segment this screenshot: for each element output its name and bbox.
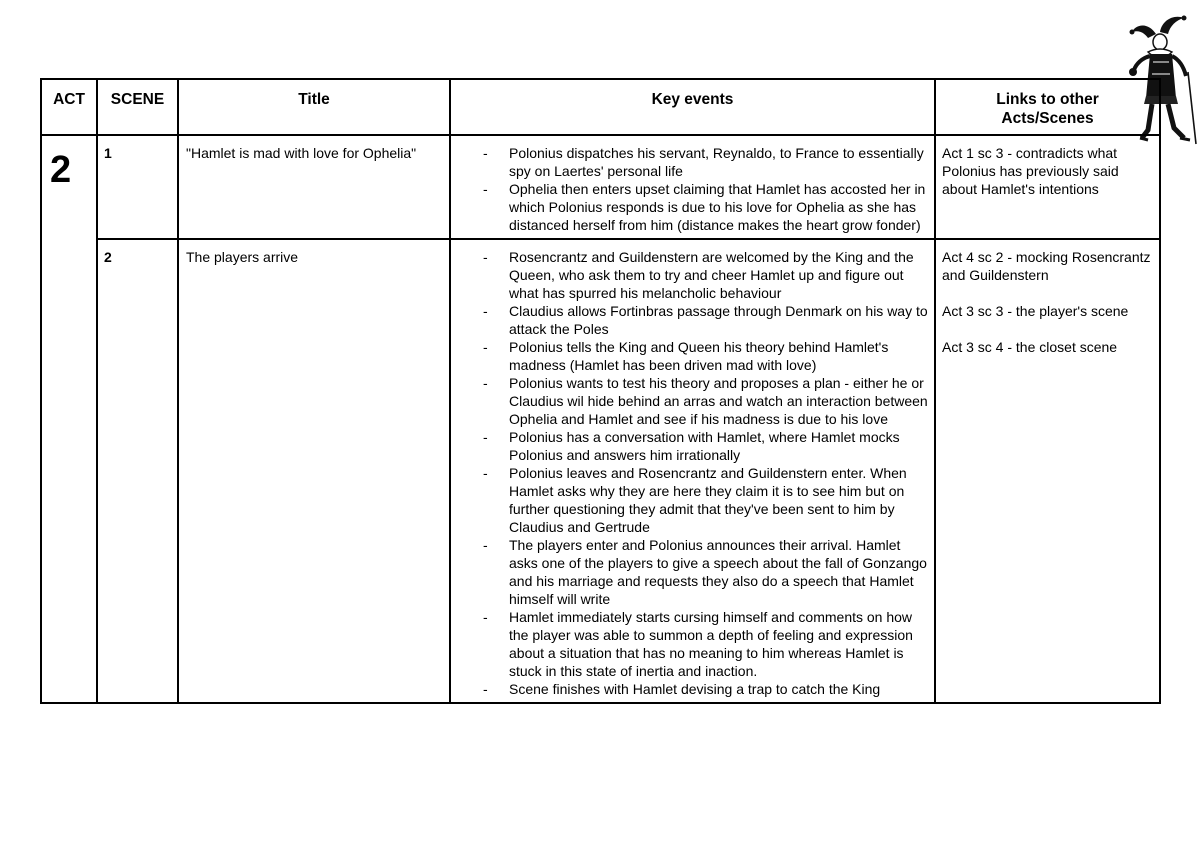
- key-events-cell: [450, 135, 935, 239]
- key-events-cell: [450, 239, 935, 703]
- link-item: Act 4 sc 2 - mocking Rosencrantz and Guildenstern: [942, 249, 1151, 283]
- table-row: [41, 239, 1160, 703]
- scene-title: The players arrive: [178, 239, 450, 703]
- key-events-list: [451, 248, 928, 698]
- key-event-item: - Hamlet immediately starts cursing himself and comments on how the player was able to summon a depth of feeling and expression about a situation that has no meaning to him whereas Hamlet is stuck in this state of inertia and inaction.: [451, 608, 928, 680]
- key-event-item: - Ophelia then enters upset claiming that Hamlet has accosted her in which Polonius responds is due to his love for Ophelia as she has distanced herself from him (distance makes the heart grow fonder): [451, 180, 928, 234]
- key-events-list: [451, 144, 928, 234]
- link-item: Act 1 sc 3 - contradicts what Polonius has previously said about Hamlet's intentions: [942, 145, 1119, 197]
- link-item: Act 3 sc 3 - the player's scene: [942, 303, 1129, 319]
- act-column-header: ACT: [41, 79, 97, 135]
- key-event-item: - Polonius has a conversation with Hamlet, where Hamlet mocks Polonius and answers him irrationally: [451, 428, 928, 464]
- table-row: [41, 135, 1160, 239]
- scene-number: 2: [97, 239, 178, 703]
- key-event-item: - The players enter and Polonius announces their arrival. Hamlet asks one of the players to give a speech about the fall of Gonzango and his marriage and requests they also do a speech that Hamlet himself will write: [451, 536, 928, 608]
- key-event-item: - Polonius leaves and Rosencrantz and Guildenstern enter. When Hamlet asks why they are here they claim it is to see him but on further questioning they admit that they've been sent to him by Claudius and Gertrude: [451, 464, 928, 536]
- link-spacer: [942, 320, 1153, 338]
- link-spacer: [942, 284, 1153, 302]
- key-event-item: - Rosencrantz and Guildenstern are welcomed by the King and the Queen, who ask them to try and cheer Hamlet up and figure out what has spurred his melancholic behaviour: [451, 248, 928, 302]
- title-column-header: Title: [178, 79, 450, 135]
- key-event-item: - Polonius tells the King and Queen his theory behind Hamlet's madness (Hamlet has been driven mad with love): [451, 338, 928, 374]
- table-header-row: [41, 79, 1160, 135]
- key-event-item: - Polonius wants to test his theory and proposes a plan - either he or Claudius wil hide behind an arras and watch an interaction between Ophelia and Hamlet and see if his madness is due to his love: [451, 374, 928, 428]
- links-column-header: Links to other Acts/Scenes: [935, 79, 1160, 135]
- scene-title: "Hamlet is mad with love for Ophelia": [178, 135, 450, 239]
- links-cell: [935, 239, 1160, 703]
- scene-column-header: SCENE: [97, 79, 178, 135]
- key-event-item: - Scene finishes with Hamlet devising a trap to catch the King: [451, 680, 928, 698]
- key-event-item: - Claudius allows Fortinbras passage through Denmark on his way to attack the Poles: [451, 302, 928, 338]
- key-event-item: - Polonius dispatches his servant, Reynaldo, to France to essentially spy on Laertes' personal life: [451, 144, 928, 180]
- key-events-column-header: Key events: [450, 79, 935, 135]
- scene-number: 1: [97, 135, 178, 239]
- links-cell: [935, 135, 1160, 239]
- act-number: 2: [41, 135, 97, 703]
- act-summary-table: [40, 78, 1161, 704]
- link-item: Act 3 sc 4 - the closet scene: [942, 339, 1118, 355]
